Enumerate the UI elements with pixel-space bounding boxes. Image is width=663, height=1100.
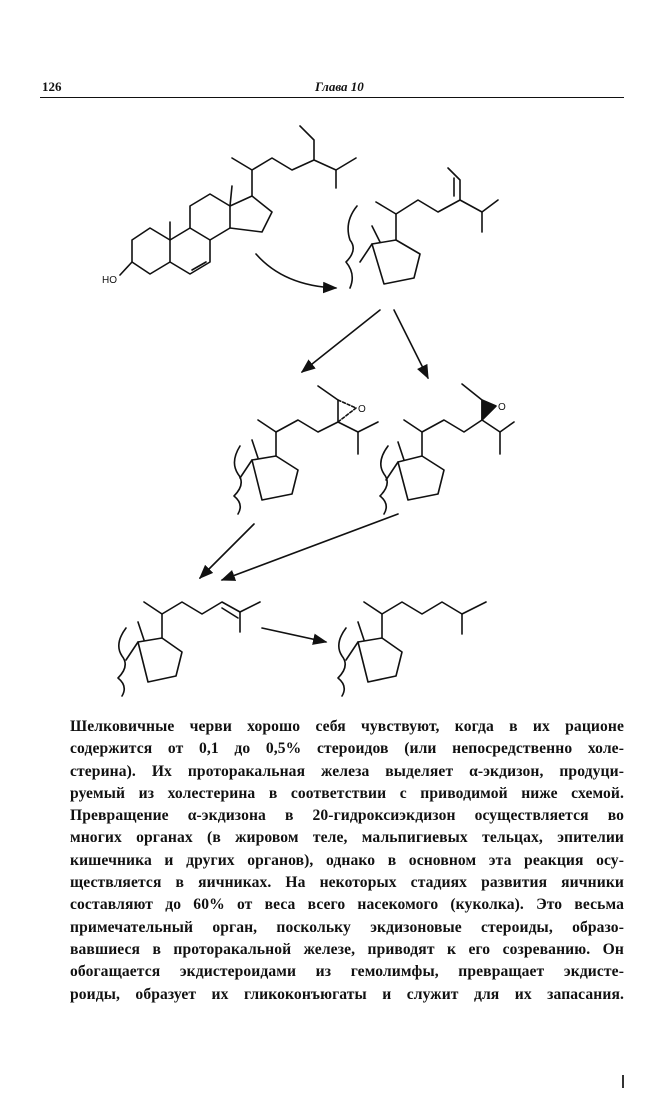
arrow-3 — [394, 310, 428, 378]
text-line: составляют до 60% от веса всего насекомого (куколка). Это весьма — [70, 896, 624, 914]
cholesterol-structure — [120, 126, 356, 275]
text-line: ществляется в яичниках. На некоторых стадиях развития яичники — [70, 874, 624, 892]
text-line: содержится от 0,1 до 0,5% стероидов (или непосредственно холе- — [70, 740, 624, 758]
margin-mark — [622, 1075, 624, 1088]
text-line: Превращение α-экдизона в 20-гидроксиэкдизон осуществляется во — [70, 807, 624, 825]
text-line: Шелковичные черви хорошо себя чувствуют, когда в их рационе — [70, 718, 624, 735]
epoxide-oxygen-1: O — [358, 404, 366, 415]
intermediate-structure-1 — [346, 168, 498, 288]
text-line: кишечника и других органов), однако в основном эта реакция осу- — [70, 851, 624, 869]
intermediate-structure-2 — [118, 602, 260, 696]
text-line: роиды, образует их гликоконъюгаты и служит для их запасания. — [70, 985, 624, 1003]
arrow-1 — [256, 254, 336, 288]
arrow-2 — [302, 310, 380, 372]
text-line: обогащается экдистероидами из гемолимфы, превращает экдисте- — [70, 963, 624, 981]
arrow-6 — [262, 628, 326, 642]
hydroxyl-label: HO — [102, 275, 117, 286]
text-line: примечательный орган, поскольку экдизоновые стероиды, образо- — [70, 918, 624, 936]
text-line: вавшиеся в проторакальной железе, приводят к его созреванию. Он — [70, 940, 624, 958]
page-number: 126 — [42, 79, 62, 94]
running-head: Глава 10 — [315, 79, 364, 94]
text-line: стерина). Их проторакальная железа выделяет α-экдизон, продуци- — [70, 762, 624, 780]
epoxide-oxygen-2: O — [498, 402, 506, 413]
arrow-4 — [200, 524, 254, 578]
text-line: руемый из холестерина в соответствии с приводимой ниже схемой. — [70, 784, 624, 802]
final-structure — [338, 602, 486, 696]
arrow-5 — [222, 514, 398, 580]
epoxide-structure-1 — [234, 386, 378, 514]
body-paragraph — [70, 716, 624, 1006]
epoxide-structure-2 — [380, 384, 514, 514]
text-line: многих органах (в жировом теле, мальпигиевых тельцах, эпителии — [70, 829, 624, 847]
